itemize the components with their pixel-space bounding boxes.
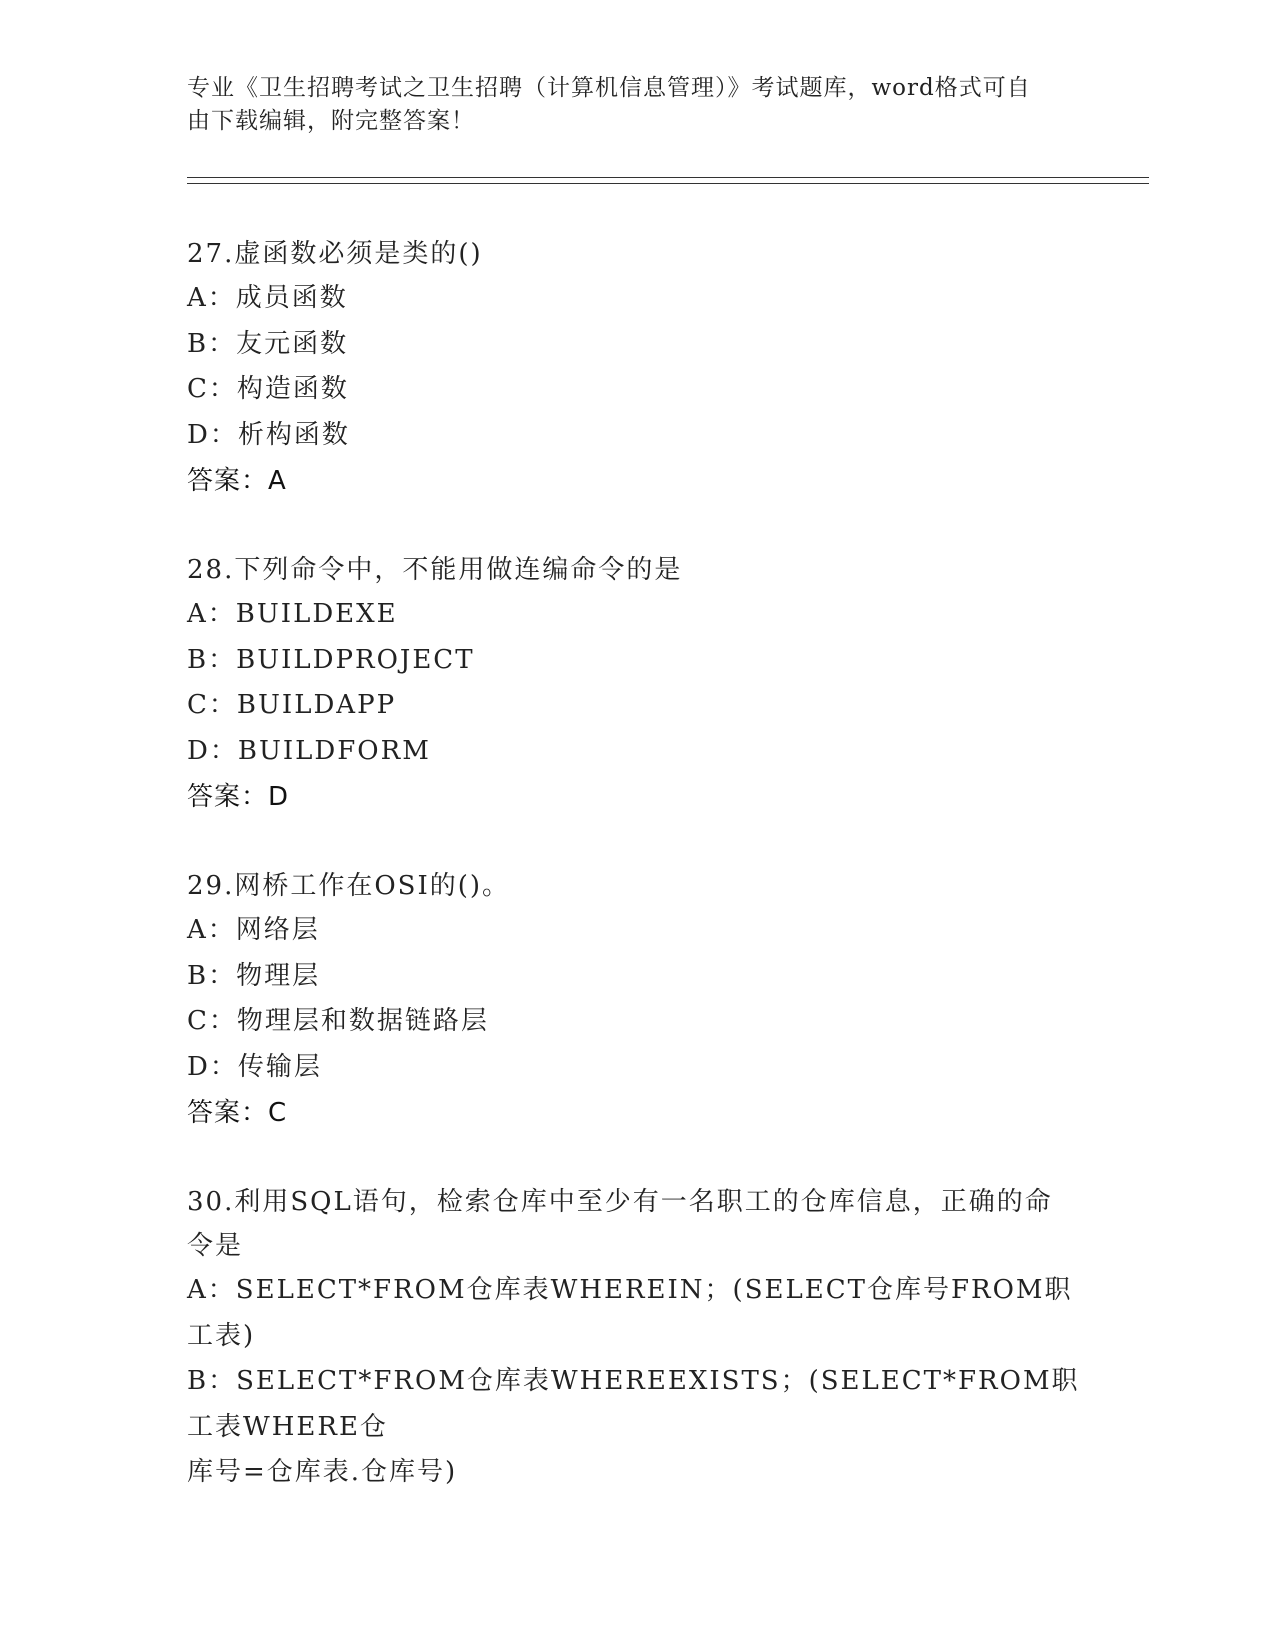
question-29 <box>187 864 1087 1136</box>
option-text: BUILDEXE <box>235 599 398 629</box>
option-letter: B： <box>187 328 237 359</box>
option-d <box>187 1045 1087 1091</box>
option-text: 析构函数 <box>237 419 350 450</box>
option-text: 传输层 <box>237 1051 322 1082</box>
answer: 答案：A <box>187 466 287 496</box>
option-letter: D： <box>187 735 238 766</box>
question-stem-line-2: 令是 <box>187 1231 244 1261</box>
question-stem: 28.下列命令中，不能用做连编命令的是 <box>187 555 683 585</box>
option-b <box>187 638 1087 684</box>
option-letter: C： <box>187 374 237 404</box>
option-d <box>187 413 1087 459</box>
question-28 <box>187 548 1087 820</box>
option-c <box>187 683 1087 729</box>
question-stem-line-1: 30.利用SQL语句，检索仓库中至少有一名职工的仓库信息，正确的命 <box>187 1187 1053 1217</box>
question-27 <box>187 232 1087 504</box>
question-stem: 29.网桥工作在OSI的()。 <box>187 871 511 901</box>
option-text: 物理层 <box>236 960 321 991</box>
option-letter: A： <box>187 915 236 945</box>
option-text: 物理层和数据链路层 <box>236 1006 489 1036</box>
option-letter: A： <box>187 1275 236 1305</box>
option-text: BUILDAPP <box>236 690 397 720</box>
option-text: 构造函数 <box>236 374 349 404</box>
option-b <box>187 322 1087 368</box>
document-header <box>187 72 1077 138</box>
header-line-1: 专业《卫生招聘考试之卫生招聘（计算机信息管理）》考试题库，word格式可自 <box>187 75 1031 101</box>
option-text: 成员函数 <box>235 283 348 313</box>
answer: 答案：D <box>187 782 290 812</box>
option-text: 网络层 <box>235 915 320 945</box>
option-letter: A： <box>187 283 236 313</box>
option-letter: C： <box>187 690 237 720</box>
option-letter: B： <box>187 644 237 675</box>
option-letter: C： <box>187 1006 237 1036</box>
option-d <box>187 729 1087 775</box>
header-divider-bottom <box>187 183 1149 184</box>
option-text: SELECT*FROM仓库表WHEREIN；(SELECT仓库号FROM职工表) <box>187 1275 1073 1351</box>
option-a <box>187 1268 1087 1359</box>
option-b <box>187 954 1087 1000</box>
option-b-continued: 库号=仓库表.仓库号) <box>187 1457 458 1487</box>
question-30 <box>187 1180 1087 1496</box>
option-letter: B： <box>187 960 237 991</box>
option-letter: D： <box>187 1051 238 1082</box>
option-c <box>187 367 1087 413</box>
option-text: BUILDPROJECT <box>236 644 475 675</box>
option-a <box>187 908 1087 954</box>
option-text: 友元函数 <box>236 328 349 359</box>
option-letter: A： <box>187 599 236 629</box>
option-text: BUILDFORM <box>237 735 431 766</box>
answer: 答案：C <box>187 1098 288 1128</box>
header-divider-top <box>187 177 1149 178</box>
question-stem: 27.虚函数必须是类的() <box>187 239 483 269</box>
option-a <box>187 276 1087 322</box>
option-b <box>187 1359 1087 1450</box>
option-a <box>187 592 1087 638</box>
header-line-2: 由下载编辑，附完整答案！ <box>187 108 475 134</box>
option-text: SELECT*FROM仓库表WHEREEXISTS；(SELECT*FROM职工表WHERE仓 <box>187 1366 1080 1442</box>
option-letter: D： <box>187 419 238 450</box>
option-c <box>187 999 1087 1045</box>
option-letter: B： <box>187 1366 237 1396</box>
